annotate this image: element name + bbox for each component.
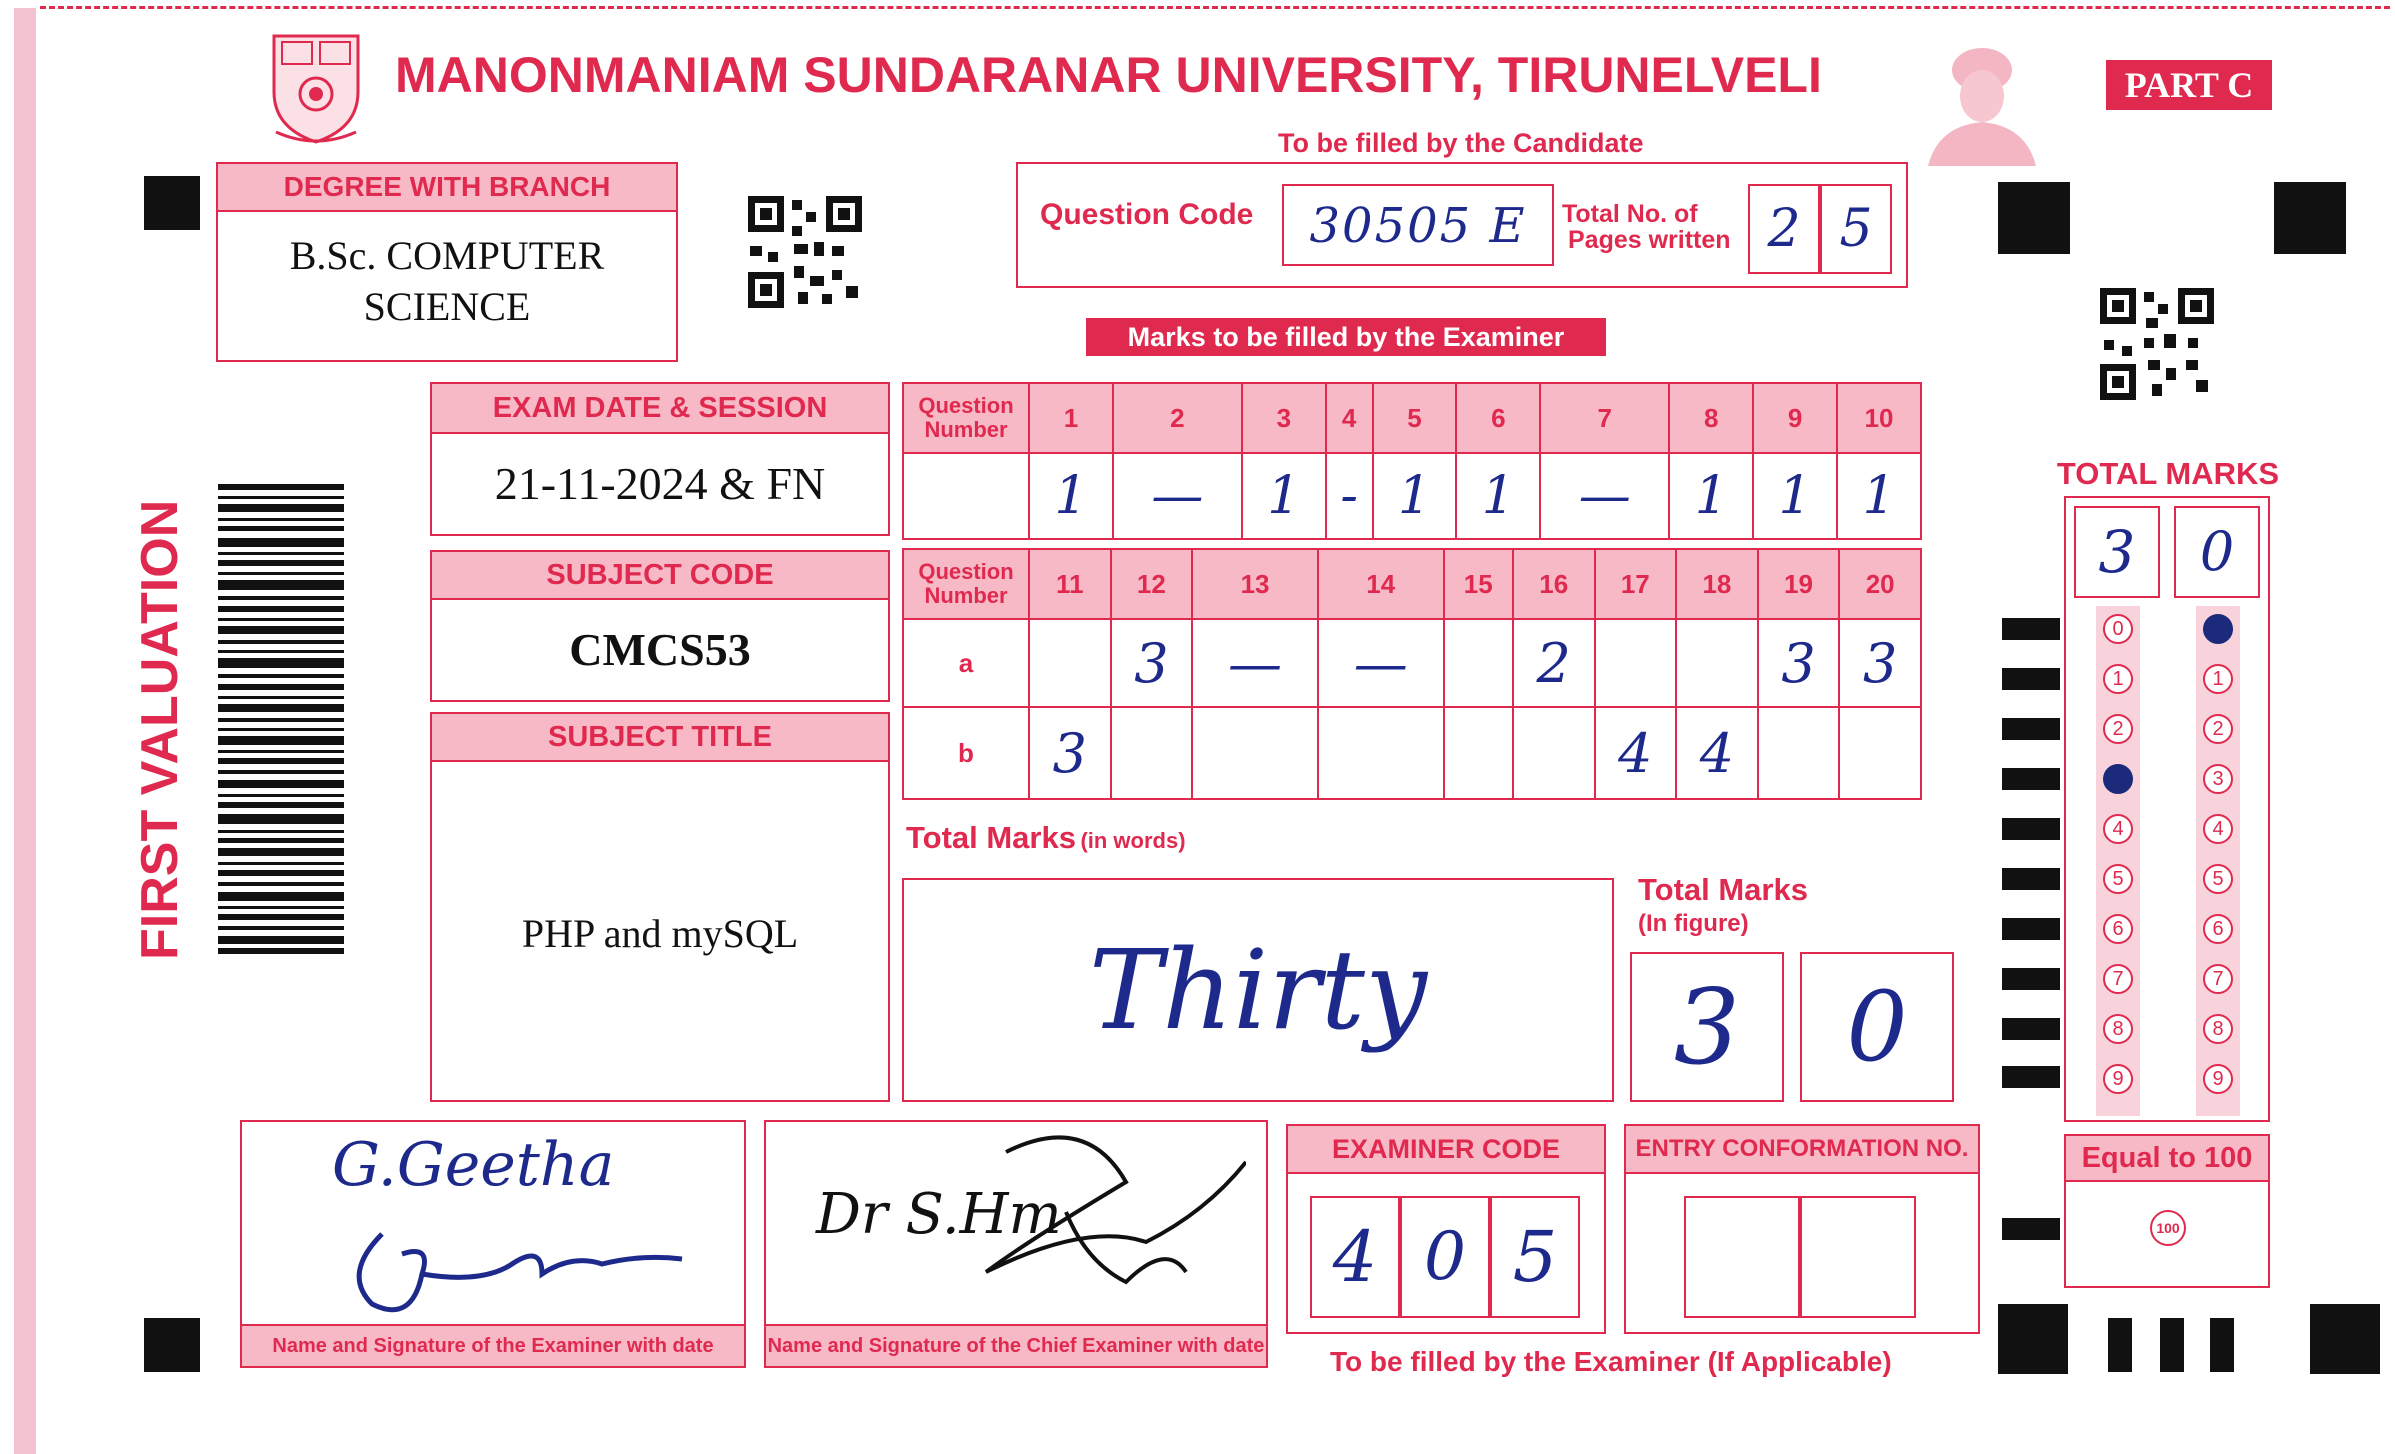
chief-signature-box[interactable] — [764, 1120, 1268, 1368]
marks-cell[interactable]: 3 — [1758, 619, 1840, 707]
registration-mark — [2310, 1304, 2380, 1374]
timing-mark — [2002, 868, 2060, 890]
omr-bubble[interactable]: 4 — [2203, 814, 2233, 844]
question-number: 19 — [1758, 549, 1840, 619]
examiner-signature: G.Geetha — [332, 1130, 615, 1200]
marks-cell[interactable] — [1111, 707, 1193, 799]
omr-written-box[interactable] — [2174, 506, 2260, 598]
registration-mark — [144, 1318, 200, 1372]
total-figure-digit-box[interactable] — [1800, 952, 1954, 1102]
marks-cell[interactable]: 1 — [1456, 453, 1540, 539]
marks-table-q11-20 — [902, 548, 1922, 800]
timing-mark — [2002, 718, 2060, 740]
question-number: 2 — [1113, 383, 1242, 453]
question-number-header: Question Number — [903, 549, 1029, 619]
degree-value-line1: B.Sc. COMPUTER — [289, 233, 605, 278]
total-figure-digit-1: 3 — [1673, 966, 1741, 1088]
omr-bubble[interactable]: 6 — [2103, 914, 2133, 944]
marks-cell[interactable]: — — [1540, 453, 1669, 539]
omr-bubble[interactable]: 9 — [2203, 1064, 2233, 1094]
question-number: 12 — [1111, 549, 1193, 619]
registration-mark — [1998, 1304, 2068, 1374]
timing-mark — [2002, 1066, 2060, 1088]
omr-bubble[interactable]: 0 — [2203, 614, 2233, 644]
marks-cell[interactable] — [1444, 707, 1513, 799]
marks-cell[interactable]: 4 — [1676, 707, 1758, 799]
first-valuation-label: FIRST VALUATION — [131, 499, 189, 960]
timing-mark — [2002, 1018, 2060, 1040]
examiner-signature-caption: Name and Signature of the Examiner with date — [242, 1324, 744, 1366]
subject-title-box — [430, 712, 890, 1102]
timing-mark — [2002, 618, 2060, 640]
part-badge: PART C — [2106, 60, 2272, 110]
registration-mark — [2274, 182, 2346, 254]
omr-bubble[interactable]: 8 — [2203, 1014, 2233, 1044]
question-number: 11 — [1029, 549, 1111, 619]
marks-cell[interactable] — [1839, 707, 1921, 799]
marks-cell[interactable]: 1 — [1373, 453, 1457, 539]
omr-written-digit-2: 0 — [2199, 520, 2235, 583]
timing-mark — [2002, 818, 2060, 840]
row-label-b: b — [903, 707, 1029, 799]
marks-cell[interactable]: 4 — [1595, 707, 1677, 799]
marks-table-q1-10 — [902, 382, 1922, 540]
examiner-code-digit-1: 4 — [1332, 1216, 1378, 1298]
portrait-icon — [1918, 40, 2046, 166]
question-number: 13 — [1192, 549, 1318, 619]
question-number: 8 — [1669, 383, 1753, 453]
subject-title-value: PHP and mySQL — [521, 911, 799, 956]
barcode-icon — [218, 484, 344, 954]
subject-code-box — [430, 550, 890, 702]
qr-code-icon — [2100, 288, 2214, 400]
total-figure-digit-box[interactable] — [1630, 952, 1784, 1102]
marks-cell[interactable] — [1444, 619, 1513, 707]
question-number: 6 — [1456, 383, 1540, 453]
question-code-field[interactable] — [1282, 184, 1554, 266]
total-figure-label: Total Marks — [1638, 872, 1808, 907]
pages-label-line2: Pages written — [1568, 226, 1731, 254]
omr-bubble[interactable]: 2 — [2103, 714, 2133, 744]
registration-mark — [1998, 182, 2070, 254]
question-number: 9 — [1753, 383, 1837, 453]
marks-cell[interactable]: - — [1326, 453, 1373, 539]
examiner-code-digit-3: 5 — [1512, 1216, 1558, 1298]
chief-signature-caption: Name and Signature of the Chief Examiner with date — [766, 1324, 1266, 1366]
top-perforation — [40, 6, 2390, 9]
pages-digit-box[interactable] — [1748, 184, 1820, 274]
question-number: 7 — [1540, 383, 1669, 453]
omr-bubble[interactable]: 2 — [2203, 714, 2233, 744]
timing-mark — [2002, 968, 2060, 990]
marks-cell[interactable]: 2 — [1513, 619, 1595, 707]
omr-bubble[interactable]: 1 — [2203, 664, 2233, 694]
marks-cell[interactable] — [1676, 619, 1758, 707]
marks-cell[interactable]: 1 — [1669, 453, 1753, 539]
marks-cell[interactable] — [1595, 619, 1677, 707]
total-words-label: Total Marks (in words) — [906, 820, 1186, 855]
omr-bubble[interactable]: 5 — [2203, 864, 2233, 894]
registration-mark — [2210, 1318, 2234, 1372]
degree-box — [216, 162, 678, 362]
marks-cell[interactable] — [1513, 707, 1595, 799]
total-marks-omr-label: TOTAL MARKS — [2056, 456, 2280, 491]
question-number: 15 — [1444, 549, 1513, 619]
total-words-value: Thirty — [1088, 926, 1428, 1054]
question-number: 3 — [1242, 383, 1326, 453]
entry-conformation-field[interactable] — [1800, 1196, 1916, 1318]
question-number: 17 — [1595, 549, 1677, 619]
marks-cell[interactable]: 3 — [1111, 619, 1193, 707]
registration-mark — [2160, 1318, 2184, 1372]
omr-written-box[interactable] — [2074, 506, 2160, 598]
pages-label-line1: Total No. of — [1562, 200, 1698, 228]
chief-signature-scribble — [826, 1122, 1246, 1322]
left-edge-strip — [14, 8, 36, 1454]
marks-cell[interactable] — [1758, 707, 1840, 799]
question-number: 10 — [1837, 383, 1921, 453]
total-words-field[interactable] — [902, 878, 1614, 1102]
bubble-100[interactable]: 100 — [2150, 1210, 2186, 1246]
subject-code-label: SUBJECT CODE — [432, 552, 888, 600]
total-figure-digit-2: 0 — [1846, 971, 1908, 1083]
subject-title-label: SUBJECT TITLE — [432, 714, 888, 762]
marks-cell[interactable]: — — [1318, 619, 1444, 707]
entry-conformation-label: ENTRY CONFORMATION NO. — [1626, 1126, 1978, 1174]
row-label-a: a — [903, 619, 1029, 707]
question-number-header: Question Number — [903, 383, 1029, 453]
timing-mark — [2002, 768, 2060, 790]
total-figure-sublabel: (In figure) — [1638, 910, 1749, 937]
subject-code-value: CMCS53 — [569, 624, 751, 675]
omr-bubble[interactable]: 0 — [2103, 614, 2133, 644]
pages-digit-2: 5 — [1839, 199, 1873, 259]
marks-cell[interactable]: — — [1192, 619, 1318, 707]
omr-bubble[interactable]: 9 — [2103, 1064, 2133, 1094]
marks-cell[interactable]: 3 — [1029, 707, 1111, 799]
omr-bubble[interactable]: 8 — [2103, 1014, 2133, 1044]
timing-mark — [2002, 668, 2060, 690]
examiner-signature-scribble — [342, 1214, 722, 1324]
question-code-label: Question Code — [1040, 198, 1254, 231]
examiner-code-digit-box[interactable] — [1400, 1196, 1490, 1318]
marks-cell[interactable] — [1029, 619, 1111, 707]
degree-label: DEGREE WITH BRANCH — [218, 164, 676, 212]
footer-note: To be filled by the Examiner (If Applicable) — [1330, 1346, 1892, 1377]
exam-date-box — [430, 382, 890, 536]
examiner-code-label: EXAMINER CODE — [1288, 1126, 1604, 1174]
omr-bubble[interactable]: 5 — [2103, 864, 2133, 894]
examiner-code-digit-box[interactable] — [1490, 1196, 1580, 1318]
chief-signature: Dr S.Hm — [816, 1182, 1062, 1247]
equal-to-label: Equal to 100 — [2066, 1136, 2268, 1182]
question-number: 4 — [1326, 383, 1373, 453]
omr-bubble[interactable]: 6 — [2203, 914, 2233, 944]
omr-bubble[interactable]: 7 — [2103, 964, 2133, 994]
marks-cell[interactable] — [1318, 707, 1444, 799]
question-number: 1 — [1029, 383, 1113, 453]
marks-cell[interactable]: 1 — [1753, 453, 1837, 539]
entry-conformation-field[interactable] — [1684, 1196, 1800, 1318]
omr-bubble[interactable]: 7 — [2203, 964, 2233, 994]
university-emblem — [268, 32, 364, 150]
marks-cell[interactable]: 1 — [1242, 453, 1326, 539]
question-code-value: 30505 E — [1309, 198, 1527, 254]
question-number: 5 — [1373, 383, 1457, 453]
omr-bubble[interactable]: 3 — [2203, 764, 2233, 794]
omr-bubble[interactable]: 3 — [2103, 764, 2133, 794]
university-title: MANONMANIAM SUNDARANAR UNIVERSITY, TIRUNELVELI — [395, 47, 1822, 103]
marks-cell[interactable]: 1 — [1837, 453, 1921, 539]
marks-row-label — [903, 453, 1029, 539]
examiner-signature-box[interactable] — [240, 1120, 746, 1368]
marks-cell[interactable]: — — [1113, 453, 1242, 539]
omr-bubble[interactable]: 1 — [2103, 664, 2133, 694]
marks-cell[interactable] — [1192, 707, 1318, 799]
exam-date-value: 21-11-2024 & FN — [494, 458, 826, 509]
exam-date-label: EXAM DATE & SESSION — [432, 384, 888, 434]
marks-cell[interactable]: 3 — [1839, 619, 1921, 707]
examiner-banner: Marks to be filled by the Examiner — [1086, 318, 1606, 356]
degree-value-line2: SCIENCE — [363, 284, 531, 329]
question-number: 14 — [1318, 549, 1444, 619]
qr-code-icon — [748, 196, 862, 308]
omr-written-digit-1: 3 — [2098, 518, 2136, 586]
pages-digit-1: 2 — [1767, 199, 1801, 259]
timing-mark — [2002, 918, 2060, 940]
timing-mark — [2002, 1218, 2060, 1240]
examiner-code-digit-2: 0 — [1424, 1218, 1466, 1295]
registration-mark — [144, 176, 200, 230]
candidate-note: To be filled by the Candidate — [1278, 128, 1644, 158]
registration-mark — [2108, 1318, 2132, 1372]
omr-bubble[interactable]: 4 — [2103, 814, 2133, 844]
question-number: 16 — [1513, 549, 1595, 619]
question-number: 20 — [1839, 549, 1921, 619]
pages-digit-box[interactable] — [1820, 184, 1892, 274]
examiner-code-digit-box[interactable] — [1310, 1196, 1400, 1318]
marks-cell[interactable]: 1 — [1029, 453, 1113, 539]
question-number: 18 — [1676, 549, 1758, 619]
